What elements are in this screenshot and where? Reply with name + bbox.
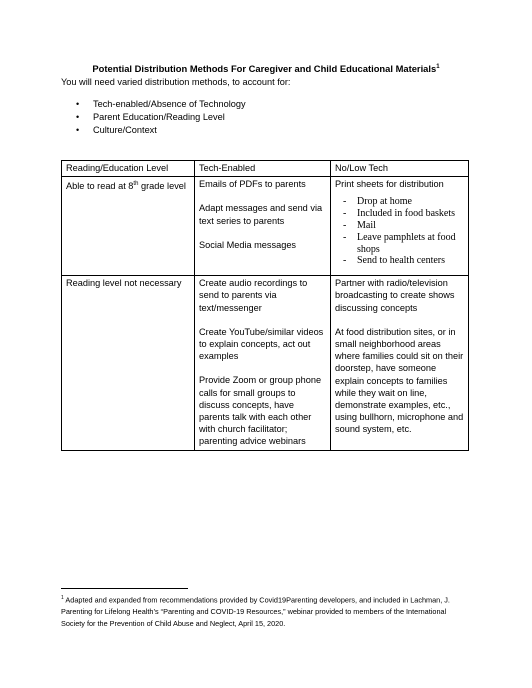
distribution-table bbox=[61, 160, 469, 451]
reading-level-cell: Reading level not necessary bbox=[62, 276, 195, 450]
column-header: Tech-Enabled bbox=[195, 161, 331, 177]
document-title bbox=[0, 63, 532, 74]
table-header-row bbox=[62, 161, 469, 177]
list-item: - Send to health centers bbox=[335, 255, 465, 267]
tech-item: Emails of PDFs to parents bbox=[199, 179, 306, 190]
level-text-sup: th bbox=[133, 181, 139, 188]
level-text-pre: Able to read at 8 bbox=[66, 181, 134, 192]
intro-text: You will need varied distribution methods, to account for: bbox=[61, 77, 291, 87]
tech-item: Adapt messages and send via text series to parents bbox=[199, 203, 323, 226]
low-tech-item: Partner with radio/television broadcasting to create shows discussing concepts bbox=[335, 278, 455, 313]
bullet-item: • Parent Education/Reading Level bbox=[76, 111, 246, 124]
table-row bbox=[62, 177, 469, 276]
footnote-ref: 1 bbox=[61, 595, 64, 601]
low-tech-list bbox=[335, 196, 465, 267]
bullet-item: • Culture/Context bbox=[76, 124, 246, 137]
tech-item: Create audio recordings to send to parents via text/messenger bbox=[199, 278, 308, 313]
table-row bbox=[62, 276, 469, 450]
column-header: Reading/Education Level bbox=[62, 161, 195, 177]
reading-level-cell bbox=[62, 177, 195, 276]
tech-enabled-cell bbox=[195, 276, 331, 450]
list-item: - Drop at home bbox=[335, 196, 465, 208]
column-header: No/Low Tech bbox=[331, 161, 469, 177]
list-item: - Included in food baskets bbox=[335, 208, 465, 220]
tech-item: Provide Zoom or group phone calls for small groups to discuss concepts, have parents talk with each other with church facilitator; parenting advice webinars bbox=[199, 375, 322, 447]
list-item: - Leave pamphlets at food shops bbox=[335, 232, 465, 256]
level-text-post: grade level bbox=[138, 181, 186, 192]
bullet-list bbox=[76, 98, 246, 136]
title-text: Potential Distribution Methods For Caregiver and Child Educational Materials bbox=[92, 63, 437, 74]
footnote-divider bbox=[61, 588, 188, 589]
low-tech-cell bbox=[331, 177, 469, 276]
tech-enabled-cell bbox=[195, 177, 331, 276]
bullet-item: • Tech-enabled/Absence of Technology bbox=[76, 98, 246, 111]
tech-item: Create YouTube/similar videos to explain concepts, act out examples bbox=[199, 326, 324, 362]
low-tech-item: At food distribution sites, or in small neighborhood areas where families could sit on their doorstep, have someone explain concepts to families while they wait on line, demonstrate examples, etc., using bullhorn, microphone and sound system, etc. bbox=[335, 326, 464, 435]
footnote-text: Adapted and expanded from recommendations provided by Covid19Parenting developers, and included in Lachman, J. Parenting for Lifelong Health’s “Parenting and COVID-19 Resources,” webinar provided to members of the International Society for the Prevention of Child Abuse and Neglect, April 15, 2020. bbox=[61, 595, 450, 629]
low-tech-intro: Print sheets for distribution bbox=[335, 179, 444, 190]
footnote bbox=[61, 593, 471, 630]
list-item: - Mail bbox=[335, 220, 465, 232]
title-footnote-ref: 1 bbox=[436, 63, 440, 70]
low-tech-cell bbox=[331, 276, 469, 450]
tech-item: Social Media messages bbox=[199, 239, 297, 250]
